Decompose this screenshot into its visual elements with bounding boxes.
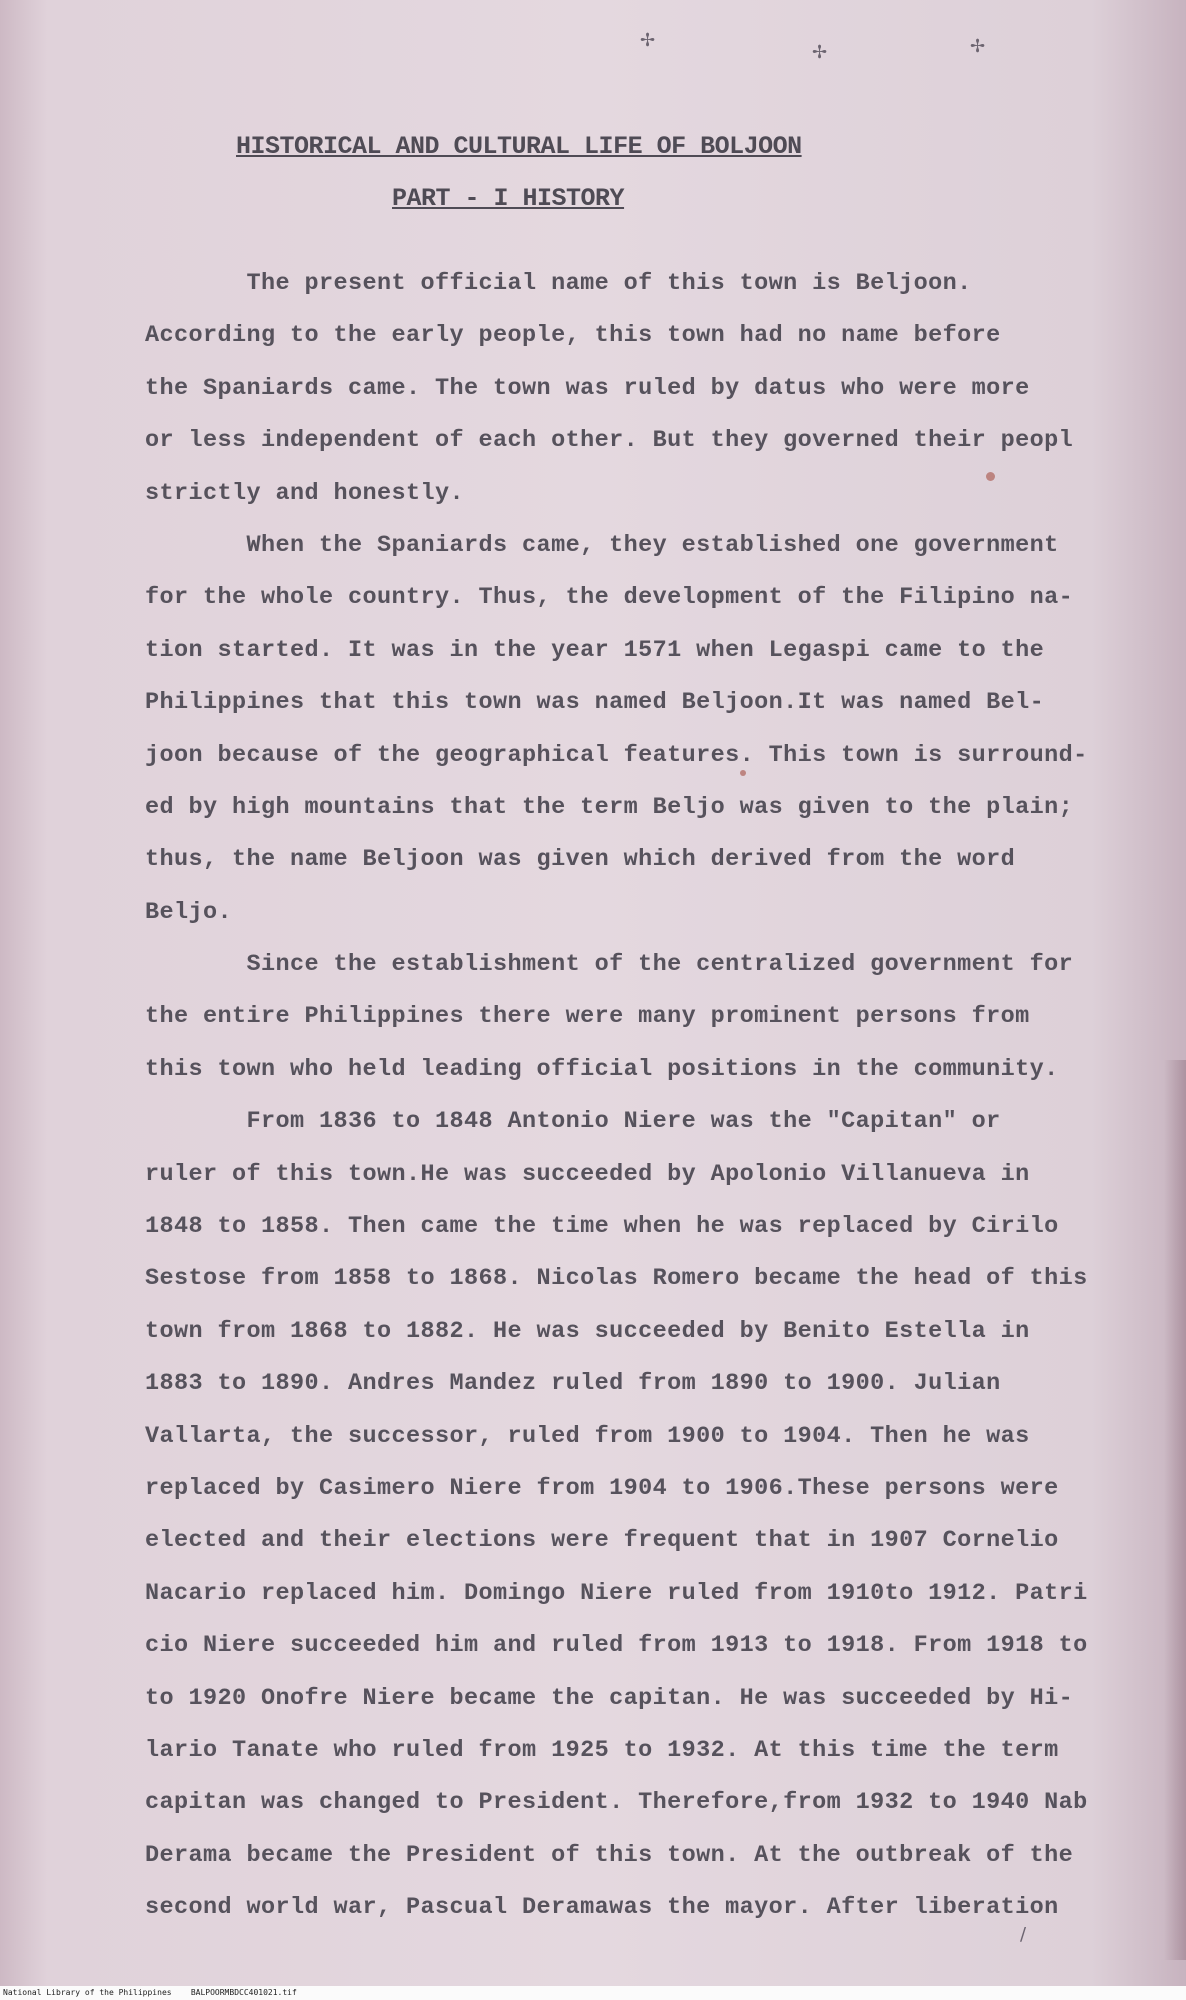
body-line: Vallarta, the successor, ruled from 1900 to 1904. Then he was: [145, 1422, 1030, 1450]
document-subtitle: PART - I HISTORY: [392, 184, 625, 213]
body-line: thus, the name Beljoon was given which derived from the word: [145, 846, 1016, 874]
body-line: 1883 to 1890. Andres Mandez ruled from 1890 to 1900. Julian: [145, 1370, 1001, 1398]
body-line: to 1920 Onofre Niere became the capitan. He was succeeded by Hi-: [145, 1684, 1074, 1712]
body-line: this town who held leading official positions in the community.: [145, 1055, 1059, 1083]
body-line: Derama became the President of this town. At the outbreak of the: [145, 1841, 1074, 1869]
body-line: Sestose from 1858 to 1868. Nicolas Romero became the head of this: [145, 1265, 1088, 1293]
body-line: the Spaniards came. The town was ruled by datus who were more: [145, 374, 1030, 402]
body-line: Since the establishment of the centralized government for: [145, 951, 1074, 979]
body-line: the entire Philippines there were many prominent persons from: [145, 1003, 1030, 1031]
body-line: ruler of this town.He was succeeded by Apolonio Villanueva in: [145, 1160, 1030, 1188]
body-line: Nacario replaced him. Domingo Niere ruled from 1910to 1912. Patri: [145, 1579, 1088, 1607]
page-edge-shadow: [1164, 1060, 1186, 1960]
body-line: second world war, Pascual Deramawas the mayor. After liberation: [145, 1894, 1059, 1922]
document-title: HISTORICAL AND CULTURAL LIFE OF BOLJOON: [236, 132, 802, 161]
body-line: for the whole country. Thus, the development of the Filipino na-: [145, 584, 1074, 612]
body-line: From 1836 to 1848 Antonio Niere was the "Capitan" or: [145, 1108, 1001, 1136]
body-line: cio Niere succeeded him and ruled from 1913 to 1918. From 1918 to: [145, 1632, 1088, 1660]
body-line: strictly and honestly.: [145, 479, 465, 507]
scan-footer: National Library of the Philippines BALPOORMBDCC401021.tif: [0, 1986, 1186, 2000]
ink-speck: [740, 770, 746, 776]
body-line: town from 1868 to 1882. He was succeeded by Benito Estella in: [145, 1317, 1030, 1345]
body-line: Philippines that this town was named Beljoon.It was named Bel-: [145, 689, 1045, 717]
body-line: lario Tanate who ruled from 1925 to 1932. At this time the term: [145, 1736, 1059, 1764]
margin-mark: ✢: [812, 42, 828, 63]
body-line: or less independent of each other. But they governed their peopl: [145, 427, 1074, 455]
margin-mark: ✢: [970, 36, 986, 57]
body-line: joon because of the geographical features. This town is surround-: [145, 741, 1088, 769]
body-line: 1848 to 1858. Then came the time when he was replaced by Cirilo: [145, 1213, 1059, 1241]
margin-mark: /: [1020, 1924, 1027, 1945]
body-line: According to the early people, this town had no name before: [145, 322, 1001, 350]
body-line: elected and their elections were frequent that in 1907 Cornelio: [145, 1527, 1059, 1555]
body-line: The present official name of this town is Beljoon.: [145, 270, 972, 297]
body-line: tion started. It was in the year 1571 when Legaspi came to the: [145, 636, 1045, 664]
body-line: ed by high mountains that the term Beljo was given to the plain;: [145, 793, 1074, 821]
body-line: Beljo.: [145, 898, 233, 926]
ink-speck: [986, 472, 995, 481]
body-line: When the Spaniards came, they established one government: [145, 531, 1059, 559]
margin-mark: ✢: [640, 30, 656, 51]
body-line: capitan was changed to President. Therefore,from 1932 to 1940 Nab: [145, 1789, 1088, 1817]
body-line: replaced by Casimero Niere from 1904 to 1906.These persons were: [145, 1474, 1059, 1502]
document-body: [145, 258, 1155, 1935]
